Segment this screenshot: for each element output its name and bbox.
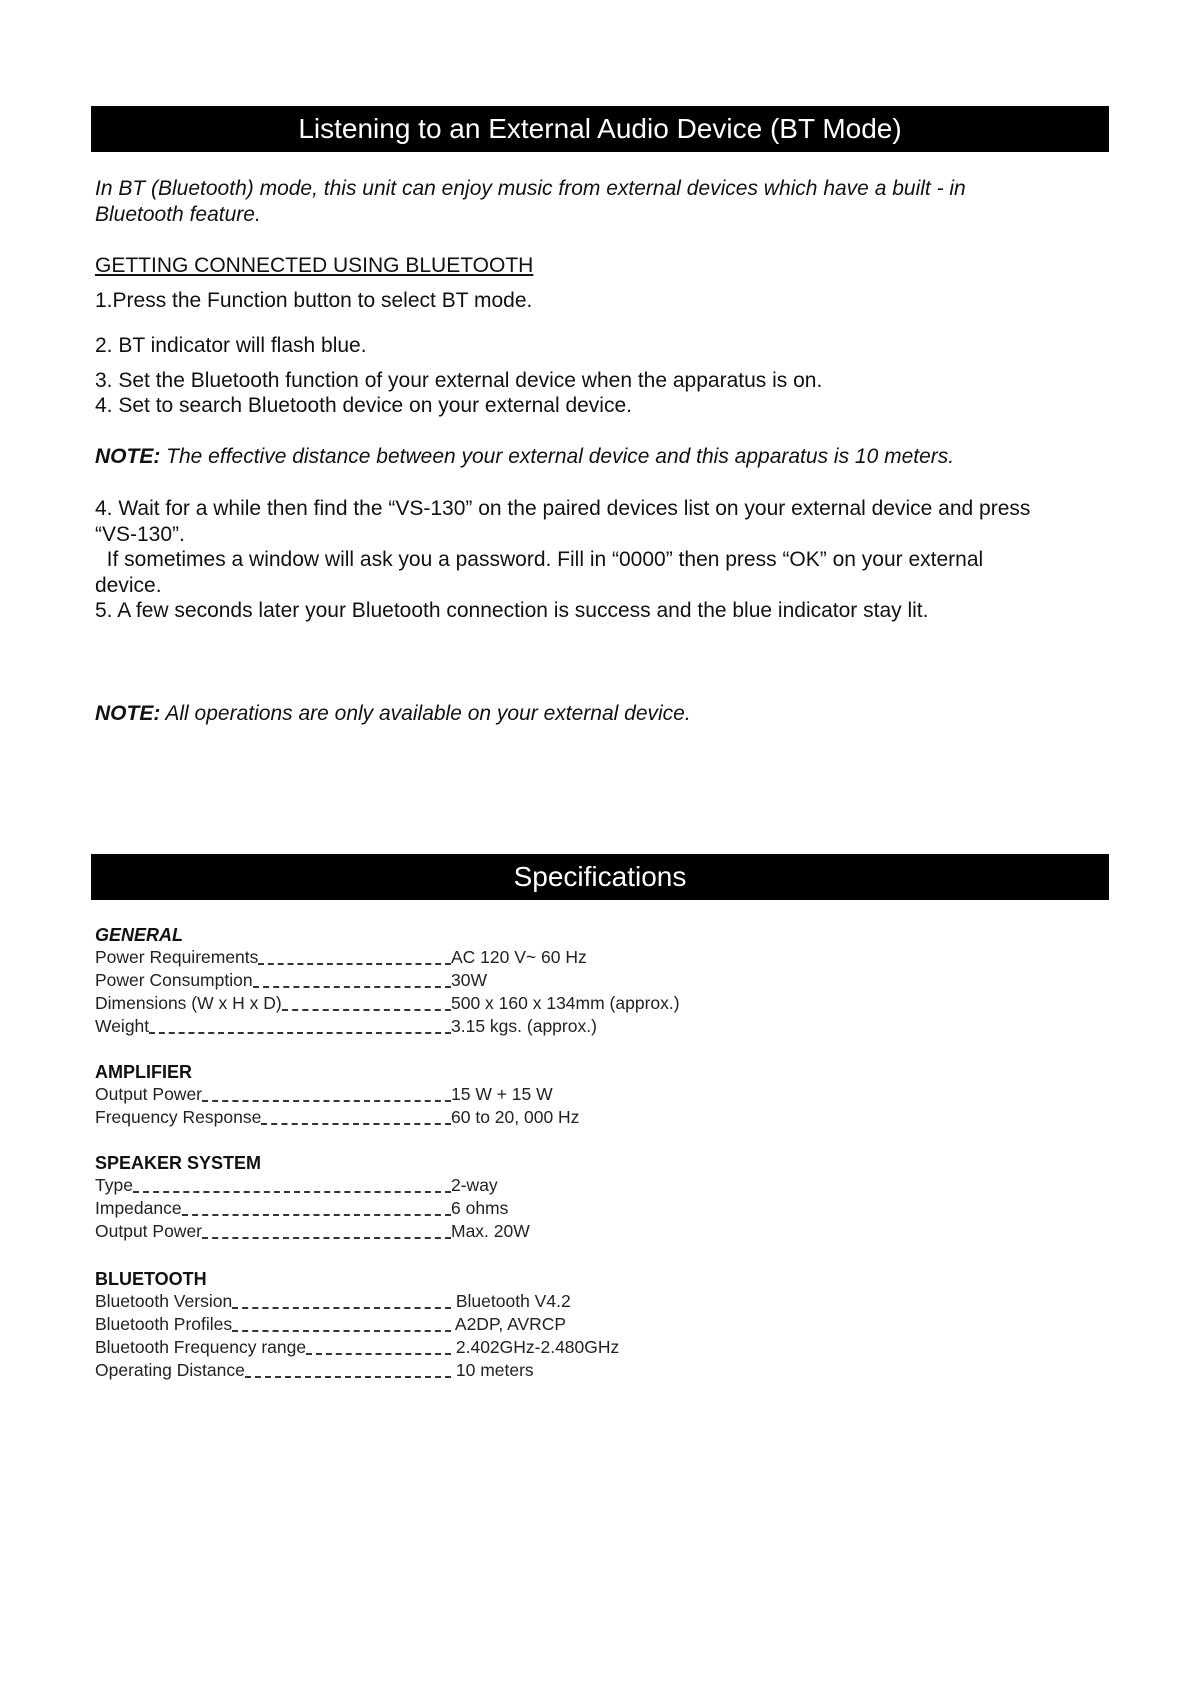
spec-row — [95, 1359, 795, 1382]
spec-heading-speaker-system: SPEAKER SYSTEM — [95, 1153, 262, 1173]
bt-step-4-pair-line2: “VS-130”. — [95, 523, 185, 546]
bt-step-4-password — [95, 547, 1110, 599]
dotted-leader — [253, 986, 451, 988]
spec-label: Power Requirements — [95, 947, 259, 967]
spec-label: Operating Distance — [95, 1360, 245, 1380]
spec-heading-general: GENERAL — [95, 925, 184, 945]
dotted-leader — [202, 1100, 451, 1102]
spec-group-amplifier — [95, 1061, 795, 1129]
spec-label: Impedance — [95, 1198, 182, 1218]
spec-row — [95, 969, 795, 992]
dotted-leader — [258, 963, 451, 965]
bt-step-3: 3. Set the Bluetooth function of your external device when the apparatus is on. — [95, 369, 823, 392]
spec-label: Bluetooth Frequency range — [95, 1337, 307, 1357]
spec-label: Type — [95, 1175, 133, 1195]
spec-row — [95, 1220, 795, 1243]
spec-group-general — [95, 924, 795, 1038]
bt-step-4-password-line1: If sometimes a window will ask you a password. Fill in “0000” then press “OK” on your external — [95, 548, 984, 571]
spec-value: Bluetooth V4.2 — [451, 1291, 571, 1311]
spec-heading-amplifier: AMPLIFIER — [95, 1062, 192, 1082]
spec-row — [95, 1197, 795, 1220]
note-text: The effective distance between your external device and this apparatus is 10 meters. — [160, 445, 955, 468]
bt-step-4-pair — [95, 496, 1110, 548]
bt-mode-title: Listening to an External Audio Device (BT Mode) — [298, 113, 902, 144]
spec-value: 60 to 20, 000 Hz — [451, 1107, 580, 1127]
bt-intro-line1: In BT (Bluetooth) mode, this unit can enjoy music from external devices which have a built - in — [95, 177, 966, 200]
dotted-leader — [182, 1214, 451, 1216]
spec-value: 500 x 160 x 134mm (approx.) — [451, 993, 680, 1013]
dotted-leader — [149, 1032, 451, 1034]
dotted-leader — [306, 1353, 451, 1355]
specifications-banner — [91, 854, 1109, 900]
spec-value: 2-way — [451, 1175, 498, 1195]
spec-label: Power Consumption — [95, 970, 253, 990]
dotted-leader — [261, 1123, 451, 1125]
note-text: All operations are only available on your external device. — [160, 702, 691, 725]
note-label: NOTE: — [95, 702, 161, 725]
spec-group-bluetooth — [95, 1268, 795, 1382]
bt-step-2: 2. BT indicator will flash blue. — [95, 334, 367, 357]
spec-label: Weight — [95, 1016, 150, 1036]
bt-intro-line2: Bluetooth feature. — [95, 203, 261, 226]
dotted-leader — [232, 1307, 451, 1309]
bt-step-5: 5. A few seconds later your Bluetooth connection is success and the blue indicator stay lit. — [95, 599, 929, 622]
spec-value: 6 ohms — [451, 1198, 509, 1218]
spec-value: Max. 20W — [451, 1221, 530, 1241]
bt-step-4-pair-line1: 4. Wait for a while then find the “VS-130” on the paired devices list on your external device and press — [95, 497, 1031, 520]
dotted-leader — [245, 1376, 451, 1378]
spec-label: Frequency Response — [95, 1107, 262, 1127]
spec-label: Dimensions (W x H x D) — [95, 993, 282, 1013]
bt-step-4-search: 4. Set to search Bluetooth device on your external device. — [95, 394, 632, 417]
spec-row — [95, 1313, 795, 1336]
note-label: NOTE: — [95, 445, 161, 468]
bt-subheading: GETTING CONNECTED USING BLUETOOTH — [95, 254, 534, 277]
spec-row — [95, 992, 795, 1015]
bt-note-distance — [95, 444, 1110, 470]
spec-value: 30W — [451, 970, 487, 990]
spec-value: AC 120 V~ 60 Hz — [451, 947, 587, 967]
bt-intro — [95, 176, 1110, 228]
spec-row — [95, 1106, 795, 1129]
spec-value: 2.402GHz-2.480GHz — [451, 1337, 620, 1357]
spec-row — [95, 1174, 795, 1197]
spec-row — [95, 1083, 795, 1106]
spec-heading-bluetooth: BLUETOOTH — [95, 1269, 207, 1289]
dotted-leader — [232, 1330, 451, 1332]
dotted-leader — [133, 1191, 451, 1193]
spec-group-speaker-system — [95, 1152, 795, 1243]
spec-row — [95, 946, 795, 969]
dotted-leader — [202, 1237, 451, 1239]
spec-value: A2DP, AVRCP — [451, 1314, 567, 1334]
spec-row — [95, 1290, 795, 1313]
spec-value: 15 W + 15 W — [451, 1084, 553, 1104]
spec-row — [95, 1336, 795, 1359]
bt-step-1: 1.Press the Function button to select BT mode. — [95, 289, 533, 312]
dotted-leader — [282, 1009, 451, 1011]
spec-label: Output Power — [95, 1084, 202, 1104]
specifications-title: Specifications — [513, 861, 687, 892]
spec-row — [95, 1015, 795, 1038]
bt-step-4-password-line2: device. — [95, 574, 162, 597]
bt-note-operations — [95, 701, 1110, 727]
spec-label: Output Power — [95, 1221, 202, 1241]
spec-label: Bluetooth Version — [95, 1291, 233, 1311]
bt-mode-banner — [91, 106, 1109, 152]
spec-value: 3.15 kgs. (approx.) — [451, 1016, 597, 1036]
spec-label: Bluetooth Profiles — [95, 1314, 233, 1334]
spec-value: 10 meters — [451, 1360, 534, 1380]
